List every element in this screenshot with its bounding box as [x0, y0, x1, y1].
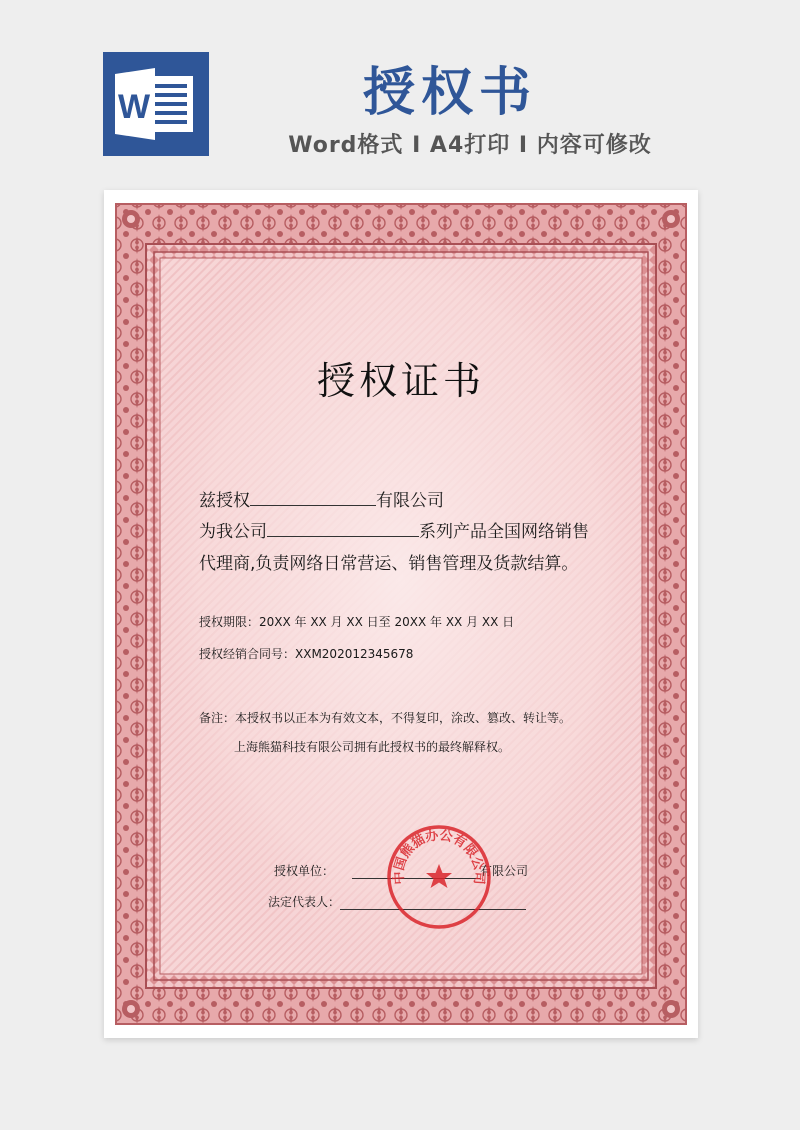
certificate-paper — [104, 190, 698, 1038]
line1-prefix: 兹授权 — [199, 491, 250, 511]
line1-suffix: 有限公司 — [376, 491, 444, 511]
certificate-title: 授权证书 — [316, 359, 485, 403]
word-document-icon — [103, 52, 209, 156]
authorization-line-3: 代理商,负责网络日常营运、销售管理及货款结算。 — [199, 554, 579, 574]
legal-representative-label: 法定代表人： — [268, 895, 341, 909]
rights-statement: 上海熊猫科技有限公司拥有此授权书的最终解释权。 — [234, 740, 511, 754]
company-seal-stamp — [384, 822, 494, 932]
contract-number: 授权经销合同号：XXM202012345678 — [199, 647, 414, 661]
product-blank[interactable] — [267, 520, 419, 537]
certificate-content — [104, 190, 698, 1038]
seal-text: 中国熊猫办公有限公司 — [391, 828, 487, 885]
header — [0, 0, 800, 190]
company-blank[interactable] — [250, 489, 376, 506]
line2-prefix: 为我公司 — [199, 522, 267, 542]
sign-unit-label: 授权单位： — [274, 864, 335, 878]
authorization-period: 授权期限：20XX 年 XX 月 XX 日至 20XX 年 XX 月 XX 日 — [199, 615, 515, 629]
word-logo-letter: W — [117, 88, 151, 126]
authorization-line-2 — [199, 517, 589, 542]
line2-suffix: 系列产品全国网络销售 — [419, 522, 589, 542]
page-title: 授权书 — [362, 63, 537, 123]
note-text: 备注：本授权书以正本为有效文本，不得复印，涂改、篡改、转让等。 — [199, 711, 572, 725]
page-subtitle: Word格式 I A4打印 I 内容可修改 — [288, 133, 652, 158]
seal-star-icon — [426, 864, 452, 888]
authorization-line-1 — [199, 486, 444, 511]
sign-unit-suffix: 有限公司 — [480, 864, 529, 878]
